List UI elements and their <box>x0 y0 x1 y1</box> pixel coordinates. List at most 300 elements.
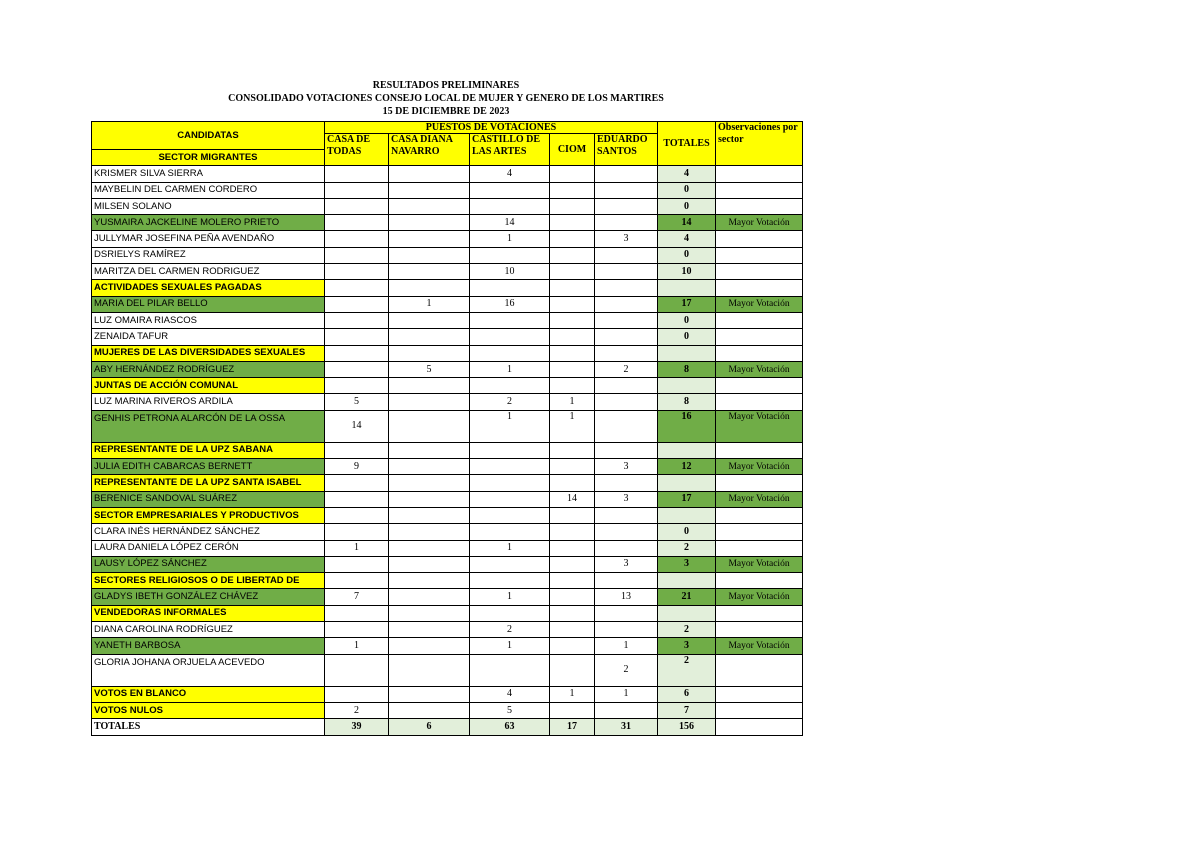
vote-cell <box>470 524 550 540</box>
row-total: 3 <box>658 638 716 654</box>
vote-cell <box>595 264 658 280</box>
vote-cell <box>470 507 550 523</box>
vote-cell <box>325 507 389 523</box>
observation-cell <box>716 507 803 523</box>
table-row <box>92 459 803 475</box>
vote-cell <box>550 264 595 280</box>
row-total <box>658 475 716 491</box>
table-row <box>92 556 803 572</box>
sector-label: REPRESENTANTE DE LA UPZ SABANA <box>92 442 325 458</box>
vote-cell: 1 <box>595 686 658 702</box>
vote-cell <box>550 589 595 605</box>
row-total: 2 <box>658 540 716 556</box>
vote-cell <box>325 556 389 572</box>
observation-cell <box>716 686 803 702</box>
vote-cell: 1 <box>470 361 550 377</box>
vote-cell <box>325 573 389 589</box>
row-total: 0 <box>658 524 716 540</box>
candidate-name: GLADYS IBETH GONZÁLEZ CHÁVEZ <box>92 589 325 605</box>
vote-cell <box>389 280 470 296</box>
sector-label: SECTOR EMPRESARIALES Y PRODUCTIVOS <box>92 507 325 523</box>
vote-cell: 4 <box>470 686 550 702</box>
candidate-name: GLORIA JOHANA ORJUELA ACEVEDO <box>92 654 325 686</box>
observation-cell <box>716 182 803 198</box>
row-total: 10 <box>658 264 716 280</box>
vote-cell <box>325 605 389 621</box>
table-row <box>92 540 803 556</box>
vote-cell <box>325 166 389 182</box>
mayor-votacion-note: Mayor Votación <box>716 638 803 654</box>
candidate-name: YANETH BARBOSA <box>92 638 325 654</box>
vote-cell <box>595 312 658 328</box>
candidate-name: ABY HERNÁNDEZ RODRÍGUEZ <box>92 361 325 377</box>
vote-cell <box>470 329 550 345</box>
row-total: 0 <box>658 312 716 328</box>
candidate-name: MARITZA DEL CARMEN RODRIGUEZ <box>92 264 325 280</box>
vote-cell <box>389 378 470 394</box>
table-row <box>92 296 803 312</box>
vote-cell: 1 <box>470 540 550 556</box>
vote-cell <box>550 475 595 491</box>
vote-cell <box>595 182 658 198</box>
report-titles <box>90 79 802 118</box>
row-total: 8 <box>658 361 716 377</box>
grand-total: 156 <box>658 719 716 735</box>
vote-cell <box>389 507 470 523</box>
vote-cell <box>595 345 658 361</box>
vote-cell <box>389 605 470 621</box>
totals-empty <box>716 719 803 735</box>
column-total: 31 <box>595 719 658 735</box>
vote-cell: 14 <box>550 491 595 507</box>
header-first-sector: SECTOR MIGRANTES <box>92 150 325 166</box>
vote-cell: 1 <box>470 231 550 247</box>
sector-label: ACTIVIDADES SEXUALES PAGADAS <box>92 280 325 296</box>
sector-label: VOTOS EN BLANCO <box>92 686 325 702</box>
vote-cell: 16 <box>470 296 550 312</box>
table-row <box>92 589 803 605</box>
vote-cell <box>550 507 595 523</box>
vote-cell <box>470 378 550 394</box>
vote-cell <box>550 312 595 328</box>
vote-cell <box>470 556 550 572</box>
mayor-votacion-note: Mayor Votación <box>716 556 803 572</box>
vote-cell <box>325 622 389 638</box>
observation-cell <box>716 605 803 621</box>
observation-cell <box>716 247 803 263</box>
candidate-name: LUZ MARINA RIVEROS ARDILA <box>92 394 325 410</box>
sector-label: SECTORES RELIGIOSOS O DE LIBERTAD DE <box>92 573 325 589</box>
vote-cell <box>325 198 389 214</box>
vote-cell <box>595 622 658 638</box>
vote-cell <box>325 247 389 263</box>
row-total <box>658 345 716 361</box>
column-total: 39 <box>325 719 389 735</box>
candidate-name: ZENAIDA TAFUR <box>92 329 325 345</box>
table-row <box>92 166 803 182</box>
vote-cell <box>389 459 470 475</box>
observation-cell <box>716 231 803 247</box>
vote-cell <box>595 605 658 621</box>
vote-cell <box>389 622 470 638</box>
vote-cell: 2 <box>595 361 658 377</box>
vote-cell <box>595 329 658 345</box>
observation-cell <box>716 264 803 280</box>
vote-cell <box>595 475 658 491</box>
observation-cell <box>716 524 803 540</box>
vote-cell: 1 <box>470 410 550 442</box>
vote-cell <box>325 231 389 247</box>
row-total: 14 <box>658 215 716 231</box>
observation-cell <box>716 622 803 638</box>
row-total: 2 <box>658 654 716 686</box>
table-row <box>92 442 803 458</box>
vote-cell <box>389 182 470 198</box>
vote-cell <box>550 573 595 589</box>
table-row <box>92 361 803 377</box>
vote-cell <box>550 296 595 312</box>
vote-cell <box>325 361 389 377</box>
row-total <box>658 280 716 296</box>
row-total: 17 <box>658 296 716 312</box>
vote-cell <box>389 312 470 328</box>
sector-label: REPRESENTANTE DE LA UPZ SANTA ISABEL <box>92 475 325 491</box>
totals-row <box>92 719 803 735</box>
observation-cell <box>716 654 803 686</box>
column-total: 6 <box>389 719 470 735</box>
vote-cell <box>389 215 470 231</box>
vote-cell <box>470 654 550 686</box>
row-total <box>658 573 716 589</box>
vote-cell <box>389 524 470 540</box>
table-row <box>92 394 803 410</box>
vote-cell <box>550 361 595 377</box>
table-row <box>92 378 803 394</box>
candidate-name: KRISMER SILVA SIERRA <box>92 166 325 182</box>
mayor-votacion-note: Mayor Votación <box>716 491 803 507</box>
vote-cell <box>470 247 550 263</box>
vote-cell <box>325 686 389 702</box>
row-total: 16 <box>658 410 716 442</box>
row-total: 6 <box>658 686 716 702</box>
sector-label: VOTOS NULOS <box>92 702 325 718</box>
table-row <box>92 507 803 523</box>
table-row <box>92 280 803 296</box>
table-row <box>92 198 803 214</box>
vote-cell <box>550 280 595 296</box>
table-row <box>92 231 803 247</box>
vote-cell <box>470 475 550 491</box>
mayor-votacion-note: Mayor Votación <box>716 589 803 605</box>
vote-cell <box>550 247 595 263</box>
vote-cell: 5 <box>470 702 550 718</box>
header-observaciones: Observaciones por sector <box>716 122 803 166</box>
vote-cell: 3 <box>595 556 658 572</box>
vote-cell <box>325 491 389 507</box>
vote-cell: 1 <box>325 638 389 654</box>
vote-cell <box>325 345 389 361</box>
vote-cell: 2 <box>470 394 550 410</box>
observation-cell <box>716 442 803 458</box>
vote-cell: 13 <box>595 589 658 605</box>
vote-cell: 3 <box>595 491 658 507</box>
vote-cell <box>389 491 470 507</box>
vote-cell <box>389 540 470 556</box>
vote-cell <box>470 345 550 361</box>
vote-cell: 3 <box>595 231 658 247</box>
vote-cell <box>595 394 658 410</box>
mayor-votacion-note: Mayor Votación <box>716 410 803 442</box>
vote-cell <box>389 410 470 442</box>
observation-cell <box>716 702 803 718</box>
observation-cell <box>716 198 803 214</box>
vote-cell <box>550 215 595 231</box>
vote-cell <box>595 247 658 263</box>
table-row <box>92 491 803 507</box>
observation-cell <box>716 573 803 589</box>
vote-cell: 1 <box>550 394 595 410</box>
sector-label: VENDEDORAS INFORMALES <box>92 605 325 621</box>
vote-cell <box>389 345 470 361</box>
vote-cell <box>470 491 550 507</box>
row-total <box>658 507 716 523</box>
row-total: 4 <box>658 231 716 247</box>
column-total: 63 <box>470 719 550 735</box>
header-col-ciom: CIOM <box>550 134 595 166</box>
vote-cell <box>595 215 658 231</box>
vote-cell <box>550 622 595 638</box>
column-total: 17 <box>550 719 595 735</box>
vote-cell <box>325 378 389 394</box>
vote-cell <box>389 442 470 458</box>
table-row <box>92 215 803 231</box>
vote-cell <box>325 264 389 280</box>
vote-cell: 10 <box>470 264 550 280</box>
results-body <box>92 122 803 736</box>
vote-cell <box>550 459 595 475</box>
vote-cell <box>550 378 595 394</box>
vote-cell: 1 <box>325 540 389 556</box>
vote-cell <box>325 296 389 312</box>
candidate-name: LAURA DANIELA LÓPEZ CERÓN <box>92 540 325 556</box>
vote-cell <box>325 654 389 686</box>
table-row <box>92 686 803 702</box>
vote-cell: 1 <box>595 638 658 654</box>
table-row <box>92 312 803 328</box>
row-total: 3 <box>658 556 716 572</box>
table-row <box>92 573 803 589</box>
vote-cell <box>595 442 658 458</box>
vote-cell <box>595 540 658 556</box>
vote-cell: 4 <box>470 166 550 182</box>
vote-cell <box>595 296 658 312</box>
vote-cell <box>325 524 389 540</box>
vote-cell <box>389 264 470 280</box>
vote-cell <box>325 475 389 491</box>
vote-cell <box>389 589 470 605</box>
vote-cell <box>470 605 550 621</box>
vote-cell <box>389 198 470 214</box>
vote-cell: 1 <box>470 638 550 654</box>
candidate-name: CLARA INÉS HERNÁNDEZ SÁNCHEZ <box>92 524 325 540</box>
table-row <box>92 702 803 718</box>
vote-cell <box>470 198 550 214</box>
table-row <box>92 638 803 654</box>
row-total: 21 <box>658 589 716 605</box>
vote-cell <box>550 182 595 198</box>
candidate-name: MARIA DEL PILAR BELLO <box>92 296 325 312</box>
vote-cell <box>595 198 658 214</box>
vote-cell <box>325 215 389 231</box>
vote-cell <box>595 507 658 523</box>
vote-cell <box>550 329 595 345</box>
row-total: 2 <box>658 622 716 638</box>
vote-cell: 1 <box>550 686 595 702</box>
observation-cell <box>716 394 803 410</box>
header-col-castillo-de-las-artes: CASTILLO DE LAS ARTES <box>470 134 550 166</box>
candidate-name: GENHIS PETRONA ALARCÓN DE LA OSSA <box>92 410 325 442</box>
observation-cell <box>716 166 803 182</box>
table-row <box>92 182 803 198</box>
vote-cell <box>389 638 470 654</box>
vote-cell <box>470 442 550 458</box>
vote-cell: 1 <box>389 296 470 312</box>
vote-cell <box>550 198 595 214</box>
vote-cell <box>389 475 470 491</box>
vote-cell <box>550 638 595 654</box>
vote-cell <box>389 686 470 702</box>
mayor-votacion-note: Mayor Votación <box>716 361 803 377</box>
vote-cell: 2 <box>470 622 550 638</box>
vote-cell: 14 <box>325 410 389 442</box>
vote-cell <box>595 702 658 718</box>
vote-cell <box>325 329 389 345</box>
header-totales: TOTALES <box>658 122 716 166</box>
candidate-name: MILSEN SOLANO <box>92 198 325 214</box>
vote-cell: 14 <box>470 215 550 231</box>
vote-cell <box>550 702 595 718</box>
vote-cell: 9 <box>325 459 389 475</box>
vote-cell: 2 <box>325 702 389 718</box>
vote-cell <box>550 166 595 182</box>
table-row <box>92 247 803 263</box>
vote-cell <box>325 442 389 458</box>
vote-cell <box>389 329 470 345</box>
vote-cell <box>550 524 595 540</box>
observation-cell <box>716 540 803 556</box>
sector-label: JUNTAS DE ACCIÓN COMUNAL <box>92 378 325 394</box>
vote-cell <box>325 312 389 328</box>
vote-cell <box>595 166 658 182</box>
mayor-votacion-note: Mayor Votación <box>716 459 803 475</box>
header-candidatas: CANDIDATAS <box>92 122 325 150</box>
vote-cell <box>389 231 470 247</box>
candidate-name: LAUSY LÓPEZ SÁNCHEZ <box>92 556 325 572</box>
vote-cell <box>389 556 470 572</box>
row-total <box>658 605 716 621</box>
vote-cell <box>550 345 595 361</box>
vote-cell <box>595 573 658 589</box>
candidate-name: DSRIELYS RAMÍREZ <box>92 247 325 263</box>
mayor-votacion-note: Mayor Votación <box>716 296 803 312</box>
vote-cell <box>470 182 550 198</box>
vote-cell <box>325 280 389 296</box>
header-puestos: PUESTOS DE VOTACIONES <box>325 122 658 134</box>
candidate-name: JULLYMAR JOSEFINA PEÑA AVENDAÑO <box>92 231 325 247</box>
totals-label: TOTALES <box>92 719 325 735</box>
vote-cell: 5 <box>389 361 470 377</box>
vote-cell <box>389 702 470 718</box>
vote-cell <box>389 247 470 263</box>
title-line-1: RESULTADOS PRELIMINARES <box>372 80 520 91</box>
vote-cell: 1 <box>470 589 550 605</box>
candidate-name: YUSMAIRA JACKELINE MOLERO PRIETO <box>92 215 325 231</box>
vote-cell <box>470 280 550 296</box>
observation-cell <box>716 280 803 296</box>
table-row <box>92 605 803 621</box>
observation-cell <box>716 378 803 394</box>
results-table <box>91 121 803 736</box>
table-row <box>92 329 803 345</box>
header-col-casa-diana-navarro: CASA DIANA NAVARRO <box>389 134 470 166</box>
vote-cell <box>470 459 550 475</box>
row-total: 0 <box>658 198 716 214</box>
vote-cell <box>389 573 470 589</box>
vote-cell <box>550 556 595 572</box>
vote-cell <box>389 166 470 182</box>
row-total <box>658 378 716 394</box>
candidate-name: LUZ OMAIRA RIASCOS <box>92 312 325 328</box>
vote-cell <box>325 182 389 198</box>
vote-cell: 3 <box>595 459 658 475</box>
row-total <box>658 442 716 458</box>
vote-cell <box>470 312 550 328</box>
vote-cell <box>595 280 658 296</box>
table-row <box>92 264 803 280</box>
observation-cell <box>716 312 803 328</box>
row-total: 4 <box>658 166 716 182</box>
table-row <box>92 524 803 540</box>
vote-cell <box>550 605 595 621</box>
vote-cell <box>389 654 470 686</box>
candidate-name: BERENICE SANDOVAL SUÁREZ <box>92 491 325 507</box>
vote-cell <box>595 410 658 442</box>
vote-cell <box>389 394 470 410</box>
mayor-votacion-note: Mayor Votación <box>716 215 803 231</box>
table-row <box>92 410 803 442</box>
vote-cell: 7 <box>325 589 389 605</box>
table-row <box>92 475 803 491</box>
vote-cell <box>550 442 595 458</box>
observation-cell <box>716 475 803 491</box>
row-total: 0 <box>658 182 716 198</box>
table-row <box>92 345 803 361</box>
vote-cell <box>595 378 658 394</box>
table-row <box>92 622 803 638</box>
sector-label: MUJERES DE LAS DIVERSIDADES SEXUALES <box>92 345 325 361</box>
title-line-3: 15 DE DICIEMBRE DE 2023 <box>382 106 510 117</box>
vote-cell <box>550 654 595 686</box>
candidate-name: MAYBELIN DEL CARMEN CORDERO <box>92 182 325 198</box>
candidate-name: JULIA EDITH CABARCAS BERNETT <box>92 459 325 475</box>
vote-cell: 1 <box>550 410 595 442</box>
row-total: 12 <box>658 459 716 475</box>
title-line-2: CONSOLIDADO VOTACIONES CONSEJO LOCAL DE MUJER Y GENERO DE LOS MARTIRES <box>228 93 664 104</box>
vote-cell <box>550 231 595 247</box>
observation-cell <box>716 329 803 345</box>
table-row <box>92 654 803 686</box>
vote-cell <box>470 573 550 589</box>
